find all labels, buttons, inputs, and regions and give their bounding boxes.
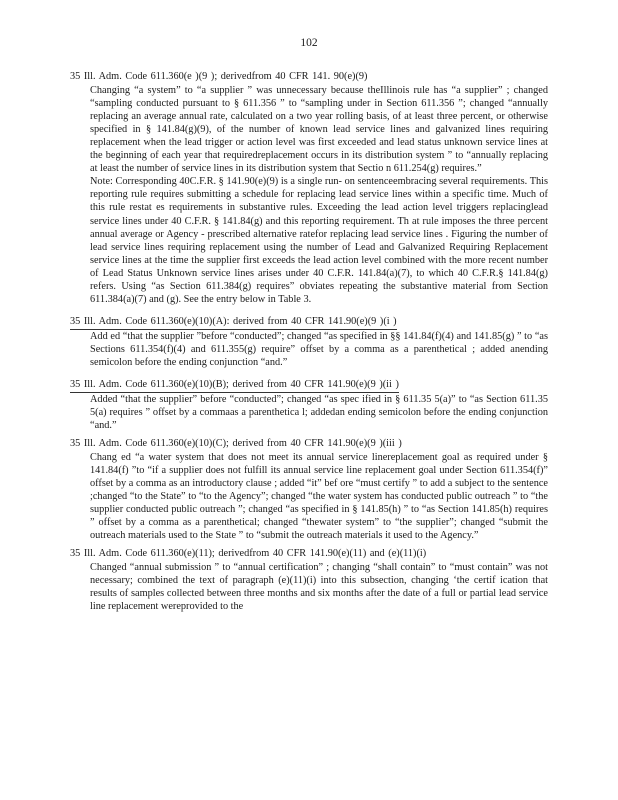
derivation-entry: [70, 437, 548, 542]
entry-paragraph: Changing “a system” to “a supplier ” was unnecessary because theIllinois rule has “a supplier” ; changed “sampling conducted pursuant to § 611.356 ” to “sampling under in Section 611.356 ”; changed “annually replacing an average annual rate, calculated on a two year rolling basis, of at least three percent, or otherwise specified in § 141.84(g)(9), of the number of known lead service lines and galvanized lines requiring replacement when the lead trigger or action level was first exceeded and lead status unknown service lines at the beginning of each year that requiredreplacement occurs in its distribution system ” to “annually replacing at least the number of service lines in its distribution system that Sectio n 611.254(g) requires.”: [90, 84, 548, 175]
page-number: 102: [300, 37, 318, 49]
derivation-entry: [70, 374, 548, 432]
entry-paragraph: Added “that the supplier” before “conducted”; changed “as spec ified in § 611.35 5(a)” to “as Section 611.35 5(a) requires ” offset by a commaas a parenthetica l; addedan ending semicolon before the ending conjunction “and.”: [90, 393, 548, 431]
entry-heading: 35 Ill. Adm. Code 611.360(e)(11); derivedfrom 40 CFR 141.90(e)(11) and (e)(11)(i): [70, 548, 427, 560]
entry-heading: 35 Ill. Adm. Code 611.360(e)(10)(A): derived from 40 CFR 141.90(e)(9 )(i ): [70, 315, 397, 330]
derivation-entry: [70, 311, 548, 369]
entry-heading: 35 Ill. Adm. Code 611.360(e)(10)(C); derived from 40 CFR 141.90(e)(9 )(iii ): [70, 437, 402, 449]
entry-heading: 35 Ill. Adm. Code 611.360(e)(10)(B); derived from 40 CFR 141.90(e)(9 )(ii ): [70, 378, 399, 393]
entry-paragraph: Changed “annual submission ” to “annual certification” ; changing “shall contain” to “must contain” was not necessary; combined the text of paragraph (e)(11)(i) into this subsection, changing ‘the certif ication that results of samples collected between three months and six months after the date of a full or partial lead service line replacement wereprovided to the: [90, 561, 548, 613]
entry-paragraph: Chang ed “a water system that does not meet its annual service linereplacement goal as required under § 141.84(f) ”to “if a supplier does not fulfill its annual service line replacement goal under Section 611.354(f)” offset by a comma as an introductory clause ; added “it” bef ore “must certify ” to add a subject to the sentence ;changed “to the State” to “to the Agency”; changed “the water system has conducted public outreach ” to “the supplier conducted public outreach ”; changed “as specified in § 141.85(h) ” to “as Section 141.85(h) requires ” offset by a comma as a parenthetical; changed “thewater system” to “the supplier”; changed “submit the outreach materials used to the State ” to “submit the outreach materials it used to the Agency.”: [90, 451, 548, 542]
derivation-entry: [70, 547, 548, 613]
entry-body: [70, 393, 548, 432]
entry-body: [70, 330, 548, 369]
entry-body: [70, 84, 548, 307]
entry-body: [70, 451, 548, 543]
document-body: [70, 70, 548, 618]
entry-heading: 35 Ill. Adm. Code 611.360(e )(9 ); derivedfrom 40 CFR 141. 90(e)(9): [70, 71, 368, 82]
entry-body: [70, 561, 548, 613]
derivation-entry: [70, 70, 548, 306]
entry-paragraph: Add ed “that the supplier ”before “conducted”; changed “as specified in §§ 141.84(f)(4) and 141.85(g) ” to “as Sections 611.354(f)(4) and 611.355(g) require” offset by a comma as a parenthetical ; added anending semicolon before the ending conjunction “and.”: [90, 330, 548, 368]
entry-note: Note: Corresponding 40C.F.R. § 141.90(e)(9) is a single run- on sentenceembracing several requirements. This reporting rule requires submitting a schedule for replacing lead service lines within a specific time. Much of this rule restat es requirements in substantive rules. Exceeding the lead action level triggers replacinglead service lines under 40 C.F.R. § 141.84(g) and this reporting requirement. Th at rule imposes the three percent annual average or Agency - prescribed alternative ratefor replacing lead service lines . Figuring the number of lead service lines requiring replacement using the number of Lead and Galvanized Requiring Replacement service lines at the time the supplier first exceeds the lead action level combined with the more recent number of Lead Status Unknown service lines arises under 40 C.F.R. 141.84(a)(7), to which 40 C.F.R.§ 141.84(g) refers. Using “as Section 611.384(g) requires” obviates repeating the substantive material from Section 611.384(a)(7) and (g). See the entry below in Table 3.: [90, 176, 548, 306]
